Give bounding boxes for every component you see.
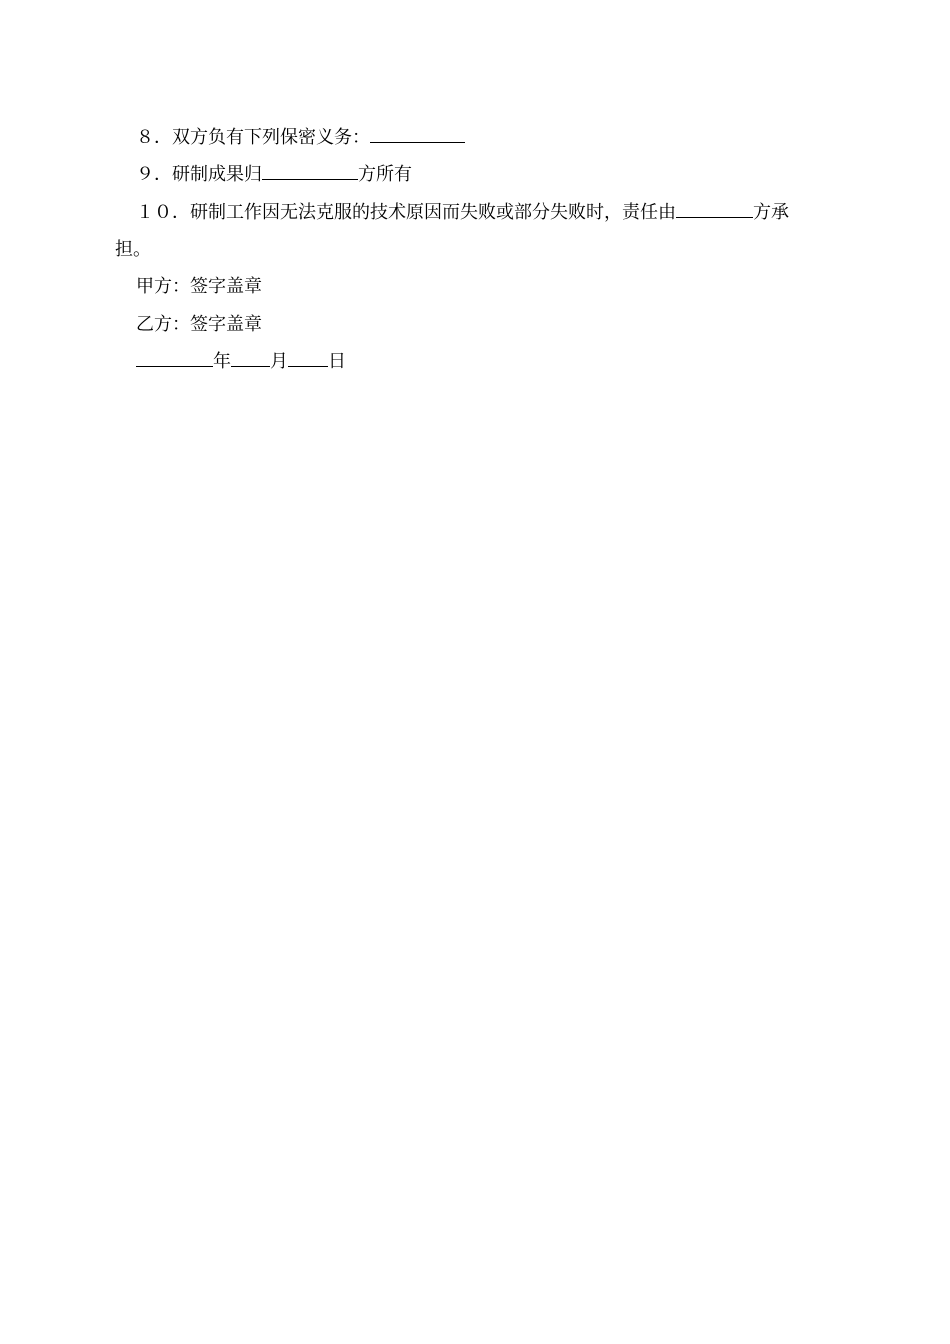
- year-blank: [136, 350, 213, 367]
- clause-10-continuation: [115, 238, 151, 262]
- clause-9-prefix: ９．研制成果归: [136, 164, 262, 185]
- day-blank: [288, 350, 328, 367]
- clause-10-suffix: 方承: [753, 202, 789, 223]
- party-b-signature: [136, 313, 262, 337]
- clause-9: [136, 163, 412, 187]
- month-blank: [231, 350, 270, 367]
- clause-10-continuation-text: 担。: [115, 239, 151, 260]
- year-label: 年: [213, 351, 231, 372]
- party-a-signature: [136, 275, 262, 299]
- date-line: [136, 350, 346, 374]
- clause-8: [136, 126, 465, 150]
- day-label: 日: [328, 351, 346, 372]
- clause-9-blank: [262, 163, 358, 180]
- month-label: 月: [270, 351, 288, 372]
- party-a-text: 甲方：签字盖章: [136, 276, 262, 297]
- clause-9-suffix: 方所有: [358, 164, 412, 185]
- clause-10: [136, 201, 836, 225]
- clause-8-text: ８．双方负有下列保密义务：: [136, 127, 370, 148]
- clause-10-prefix: １０．研制工作因无法克服的技术原因而失败或部分失败时，责任由: [136, 202, 676, 223]
- party-b-text: 乙方：签字盖章: [136, 314, 262, 335]
- clause-8-blank: [370, 126, 465, 143]
- clause-10-blank: [676, 201, 753, 218]
